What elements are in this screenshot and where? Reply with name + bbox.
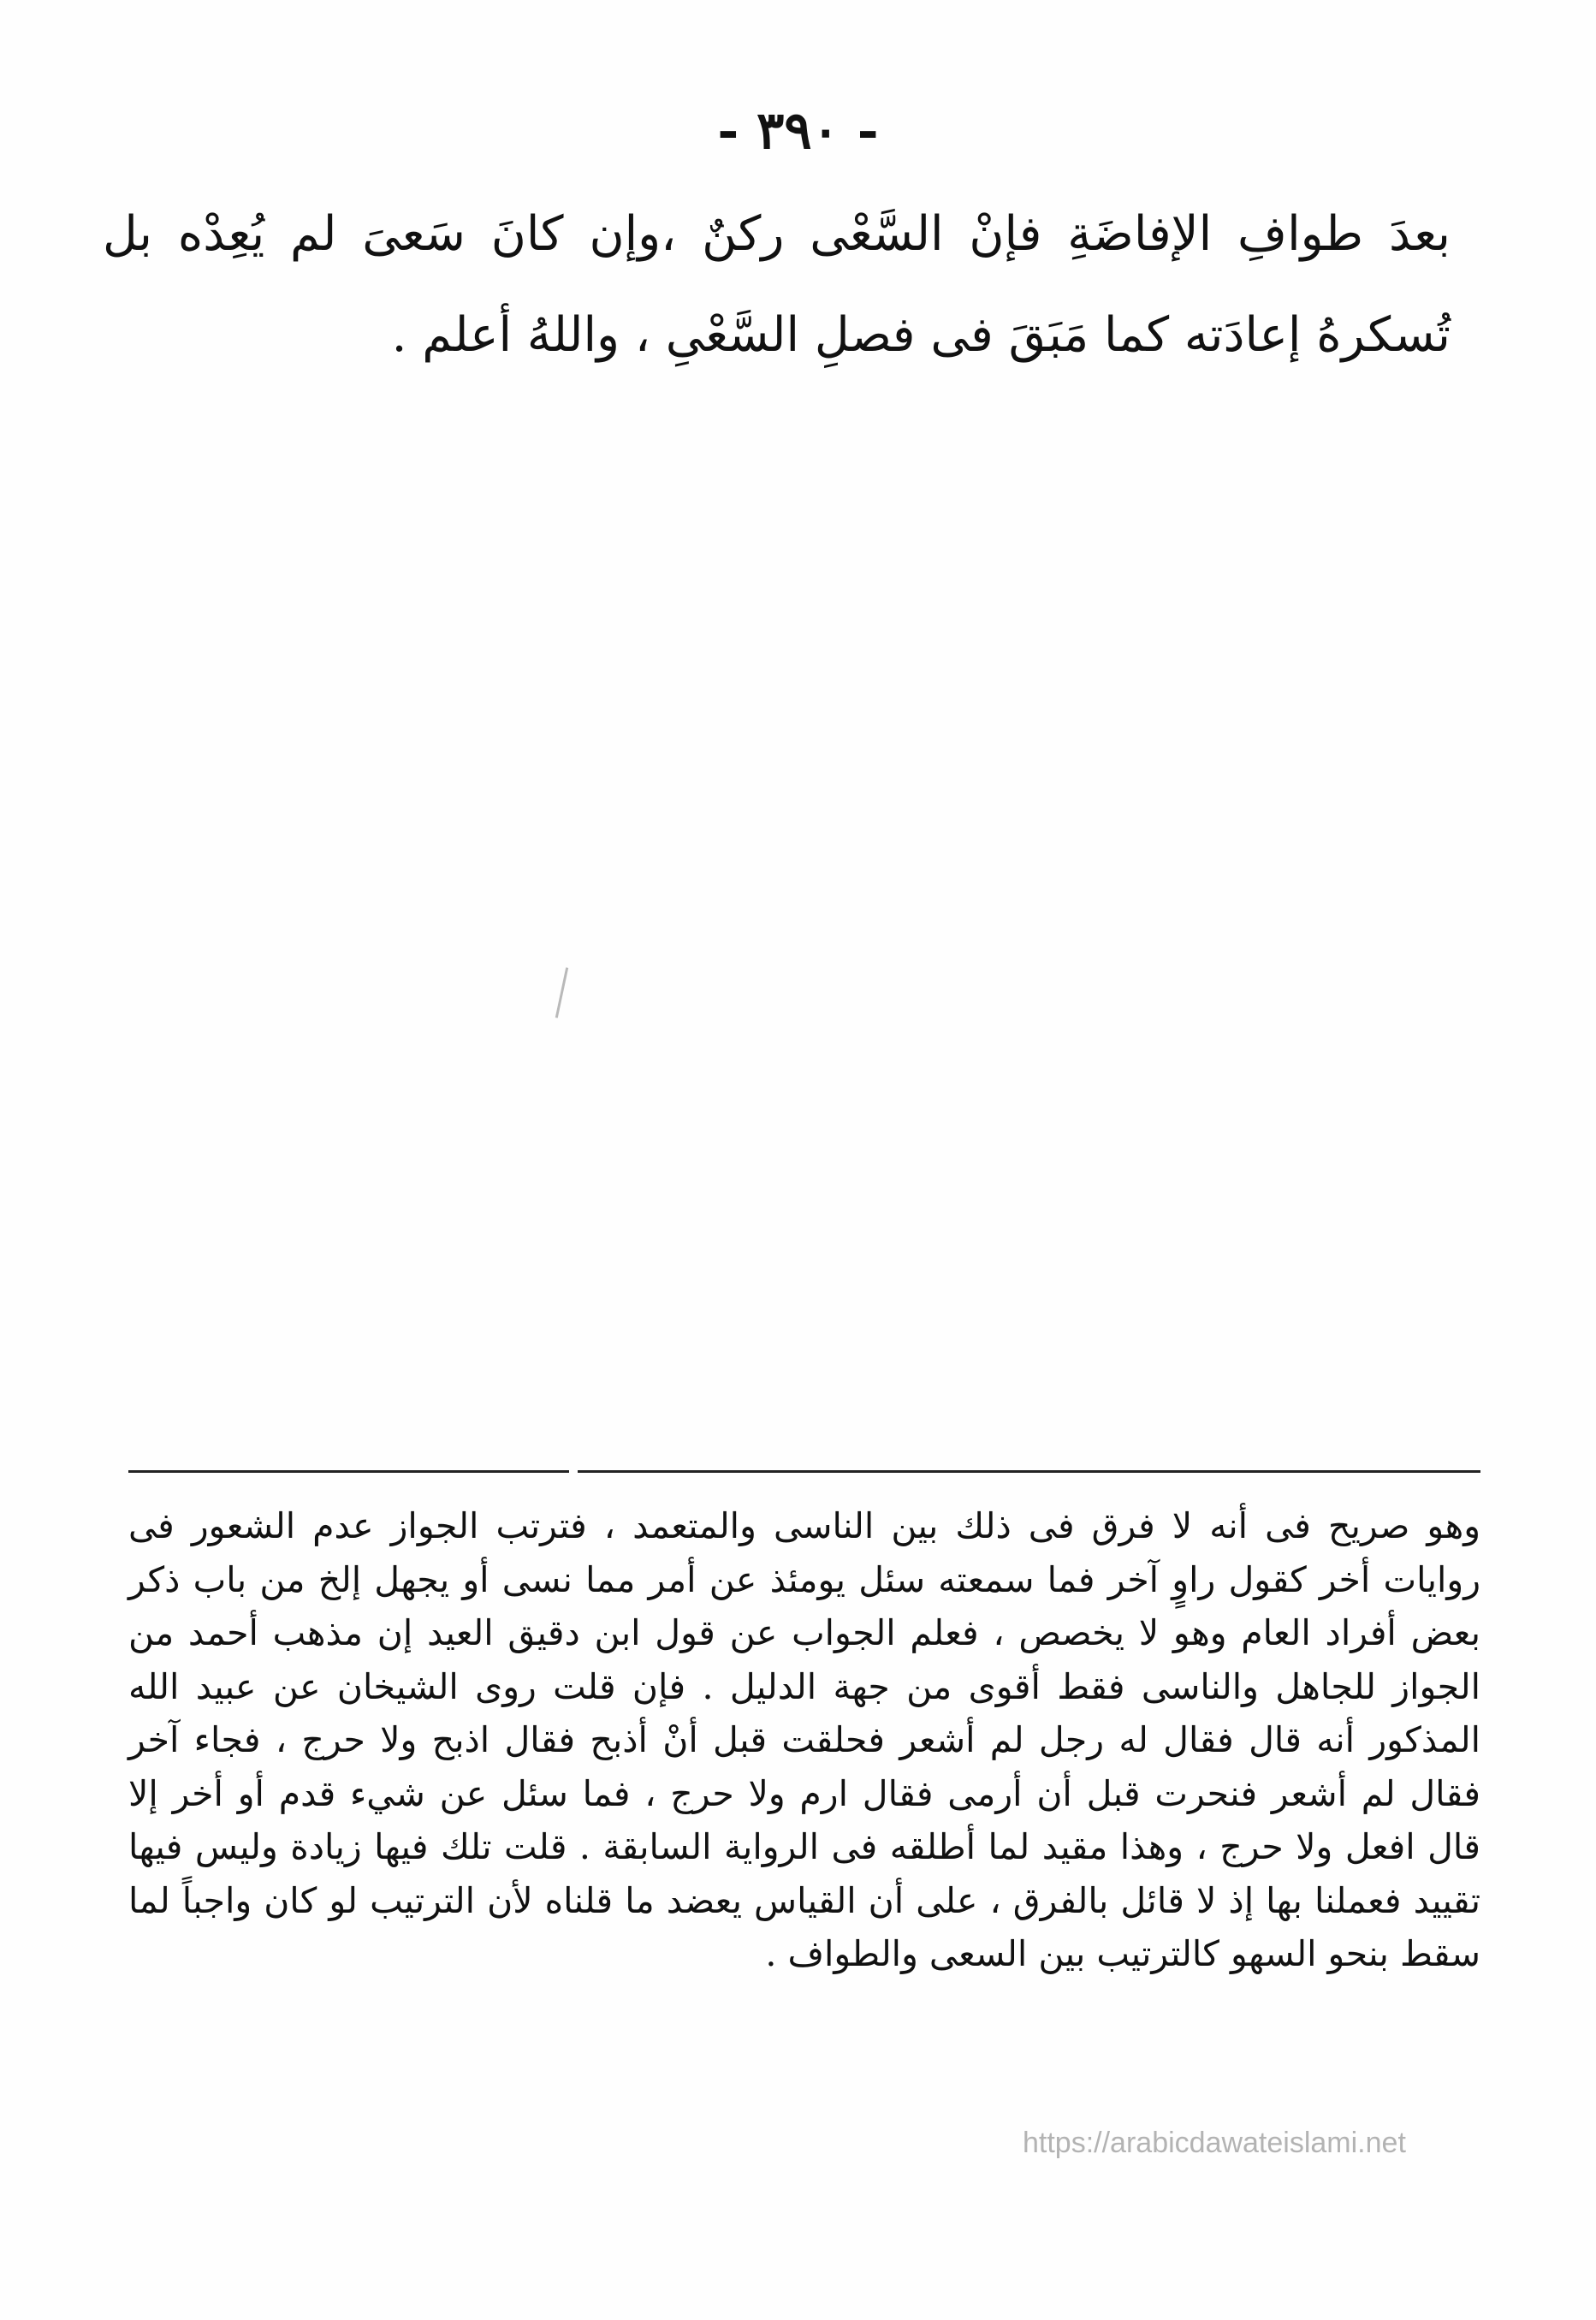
watermark-url: https://arabicdawateislami.net xyxy=(1023,2127,1406,2159)
footnote-rule-gap xyxy=(569,1467,578,1475)
main-text-block xyxy=(103,184,1451,386)
page-number: - ٣٩٠ - xyxy=(717,101,879,161)
scan-artifact-mark xyxy=(555,967,568,1018)
main-text-paragraph: بعدَ طوافِ الإفاضَةِ فإنْ السَّعْى ركنٌ ،وإن كانَ سَعىَ لم يُعِدْه بل تُسكرهُ إعادَته كما مَبَقَ فى فصلِ السَّعْىِ ، واللهُ أعلم . xyxy=(103,206,1451,363)
footnote-block xyxy=(128,1499,1480,1981)
footnote-separator-rule xyxy=(128,1470,1480,1473)
footnote-paragraph: وهو صريح فى أنه لا فرق فى ذلك بين الناسى والمتعمد ، فترتب الجواز عدم الشعور فى روايات أخر كقول راوٍ آخر فما سمعته سئل يومئذ عن أمر مما نسى أو يجهل إلخ من باب ذكر بعض أفراد العام وهو لا يخصص ، فعلم الجواب عن قول ابن دقيق العيد إن مذهب أحمد من الجواز للجاهل والناسى فقط أقوى من جهة الدليل . فإن قلت روى الشيخان عن عبيد الله المذكور أنه قال فقال له رجل لم أشعر فحلقت قبل أنْ أذبح فقال اذبح ولا حرج ، فجاء آخر فقال لم أشعر فنحرت قبل أن أرمى فقال ارم ولا حرج ، فما سئل عن شيء قدم أو أخر إلا قال افعل ولا حرج ، وهذا مقيد لما أطلقه فى الرواية السابقة . قلت تلك فيها زيادة وليس فيها تقييد فعملنا بها إذ لا قائل بالفرق ، على أن القياس يعضد ما قلناه لأن الترتيب لو كان واجباً لما سقط بنحو السهو كالترتيب بين السعى والطواف . xyxy=(128,1505,1480,1974)
